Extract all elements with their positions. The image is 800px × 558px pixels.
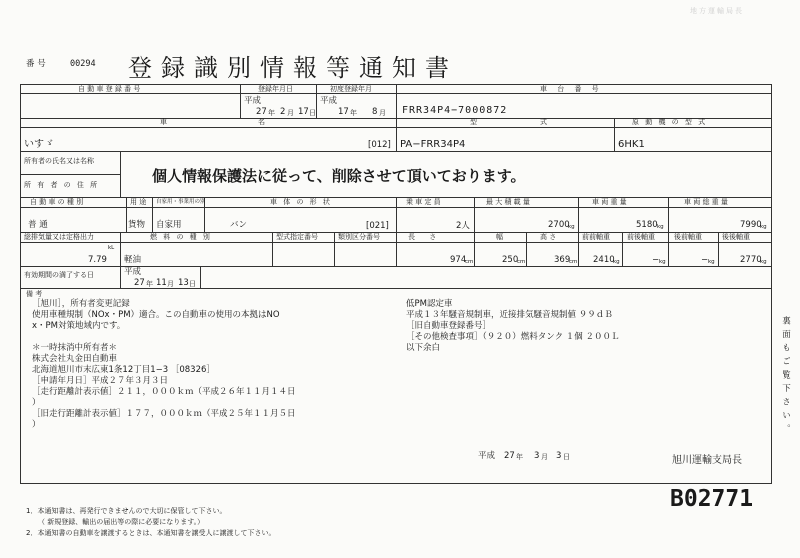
weight-value: 5180	[636, 220, 658, 230]
unit-month: 月	[379, 109, 386, 117]
chassis-value: FRR34P4−7000872	[402, 105, 508, 116]
divider	[526, 232, 527, 266]
length-label: 長 さ	[408, 233, 443, 241]
body-label: 車 体 の 形 状	[270, 198, 332, 206]
unit-year: 年	[268, 109, 275, 117]
divider	[240, 84, 241, 118]
fr-axle-value: −	[652, 255, 660, 265]
displacement-label: 総排気量又は定格出力	[24, 233, 94, 241]
fuel-value: 軽油	[124, 255, 142, 265]
shiki-label: 式	[540, 118, 547, 126]
issue-month: 3	[534, 451, 540, 461]
use-value: 貨物	[128, 220, 146, 230]
cm-unit: cm	[465, 259, 474, 265]
divider	[200, 266, 201, 288]
divider	[396, 197, 397, 232]
kind-label: 自 動 車 の 種 別	[30, 198, 84, 206]
expiry-year: 27	[134, 278, 145, 288]
type-code: [012]	[368, 140, 391, 150]
expiry-month: 11	[156, 278, 167, 288]
divider	[20, 288, 772, 289]
max-load-label: 最 大 積 載 量	[486, 198, 530, 206]
unit-month: 月	[287, 109, 294, 117]
remarks-line: 使用車種規制（NOx・PM）適合。この自動車の使用の本拠はNO	[32, 310, 280, 320]
divider	[396, 118, 397, 151]
cm-unit: cm	[517, 259, 526, 265]
first-era: 平成	[320, 96, 338, 106]
remarks-line: ）	[32, 420, 41, 430]
purpose-label: 自家用・事業用の別	[156, 199, 206, 205]
remarks-label: 備 考	[26, 290, 43, 298]
type-label: 型	[470, 118, 477, 126]
faint-stamp: 地方運輸局長	[690, 7, 744, 15]
reg-date-label: 登録年月日	[258, 85, 293, 93]
divider	[396, 84, 397, 118]
first-month: 8	[372, 107, 378, 117]
rf-axle-label: 後前軸重	[674, 233, 702, 241]
unit-year: 年	[350, 109, 357, 117]
width-value: 250	[502, 255, 519, 265]
owner-name-label: 所有者の氏名又は名称	[24, 157, 94, 165]
divider	[126, 197, 127, 232]
remarks-line: ［その他検査事項］（９２０）燃料タンク １個 ２００Ｌ	[406, 332, 620, 342]
kg-unit: kg	[659, 259, 666, 265]
unit-day: 日	[189, 280, 196, 288]
kg-unit: kg	[760, 259, 767, 265]
remarks-line: ）	[32, 398, 41, 408]
ff-axle-label: 前前軸重	[582, 233, 610, 241]
remarks-left	[32, 300, 392, 432]
issue-era: 平成	[478, 451, 496, 461]
expiry-label: 有効期間の満了する日	[24, 271, 94, 279]
reg-year: 27	[256, 107, 267, 117]
divider	[120, 232, 121, 288]
model-spec-label: 型式指定番号	[276, 233, 318, 241]
height-label: 高 さ	[540, 233, 557, 241]
rr-axle-label: 後後軸重	[722, 233, 750, 241]
footer-line: （ 新規登録、輸出の届出等の際に必要になります。）	[38, 518, 205, 526]
reg-era: 平成	[244, 96, 262, 106]
footer-line: 2．本通知書の自動車を譲渡するときは、本通知書を譲受人に譲渡して下さい。	[26, 529, 276, 537]
kg-unit: kg	[568, 224, 575, 230]
name-label: 名	[258, 118, 265, 126]
length-value: 974	[450, 255, 467, 265]
purpose-value: 自家用	[156, 220, 182, 230]
kg-unit: kg	[760, 224, 767, 230]
unit-month: 月	[541, 453, 548, 461]
remarks-line: 以下余白	[406, 343, 441, 353]
document-title: 登録識別情報等通知書	[128, 54, 458, 82]
divider	[120, 151, 121, 197]
first-reg-label: 初度登録年月	[330, 85, 372, 93]
divider	[272, 232, 273, 266]
unit-year: 年	[516, 453, 523, 461]
reg-month: 2	[280, 107, 286, 117]
number-label: 番 号	[26, 59, 46, 69]
divider	[578, 197, 579, 232]
capacity-label: 乗 車 定 員	[406, 198, 441, 206]
use-label: 用 途	[130, 198, 147, 206]
kg-unit: kg	[613, 259, 620, 265]
divider	[152, 197, 153, 232]
weight-label: 車 両 重 量	[592, 198, 627, 206]
engine-label: 原 動 機 の 型 式	[632, 118, 708, 126]
gross-label: 車 両 総 重 量	[684, 198, 728, 206]
ff-axle-value: 2410	[593, 255, 615, 265]
divider	[718, 232, 719, 266]
max-load-value: 2700	[548, 220, 570, 230]
privacy-notice: 個人情報保護法に従って、削除させて頂いております。	[152, 167, 526, 185]
reg-day: 17	[298, 107, 309, 117]
remarks-line: ［申請年月日］平成２７年３月３日	[32, 376, 169, 386]
unit-day: 日	[563, 453, 570, 461]
body-value: バン	[230, 220, 248, 230]
remarks-right	[406, 300, 766, 355]
remarks-line: ［走行距離計表示値］２１１，０００ｋｍ（平成２６年１１月１４日	[32, 387, 296, 397]
remarks-line: ［旧自動車登録番号］	[406, 321, 492, 331]
engine-value: 6HK1	[618, 139, 645, 150]
height-value: 369	[554, 255, 571, 265]
chassis-label: 車 台 番 号	[540, 85, 603, 93]
divider	[578, 232, 579, 266]
cm-unit: cm	[569, 259, 578, 265]
rr-axle-value: 2770	[740, 255, 762, 265]
divider	[334, 232, 335, 266]
gross-value: 7990	[740, 220, 762, 230]
unit-year: 年	[146, 280, 153, 288]
issue-year: 27	[504, 451, 515, 461]
car-label: 車	[160, 118, 167, 126]
first-year: 17	[338, 107, 349, 117]
divider	[20, 151, 772, 152]
number-value: 00294	[70, 59, 96, 69]
remarks-line: 平成１３年騒音規制車，近接排気騒音規制値 ９９ｄＢ	[406, 310, 613, 320]
divider	[668, 197, 669, 232]
divider	[316, 84, 317, 118]
owner-address-label: 所 有 者 の 住 所	[24, 181, 100, 189]
footer-line: 1．本通知書は、再発行できませんので大切に保管して下さい。	[26, 507, 227, 515]
issue-day: 3	[556, 451, 562, 461]
divider	[474, 232, 475, 266]
remarks-line: x・PM対策地域内です。	[32, 321, 126, 331]
width-label: 幅	[496, 233, 503, 241]
divider	[474, 197, 475, 232]
divider	[396, 232, 397, 266]
remarks-line: ＊一時抹消中所有者＊	[32, 343, 118, 353]
unit-month: 月	[167, 280, 174, 288]
footer-notes	[26, 508, 275, 541]
category-label: 類別区分番号	[338, 233, 380, 241]
expiry-era: 平成	[124, 267, 142, 277]
issuing-office: 旭川運輸支局長	[672, 455, 742, 466]
remarks-line: ［旧走行距離計表示値］１７７，０００ｋｍ（平成２５年１１月５日	[32, 409, 296, 419]
side-note: 裏面もご覧下さい。	[780, 316, 791, 438]
remarks-line: ［旭川］，所有者変更記録	[32, 299, 130, 309]
type-value: PA−FRR34P4	[400, 139, 466, 150]
divider	[622, 232, 623, 266]
displacement-unit: kL	[108, 245, 115, 251]
displacement-value: 7.79	[88, 255, 107, 265]
divider	[20, 174, 120, 175]
fuel-label: 燃 料 の 種 別	[150, 233, 212, 241]
divider	[668, 232, 669, 266]
remarks-line: 株式会社丸金田自動車	[32, 354, 118, 364]
reg-no-label: 自 動 車 登 録 番 号	[78, 85, 141, 93]
rf-axle-value: −	[701, 255, 709, 265]
fr-axle-label: 前後軸重	[627, 233, 655, 241]
remarks-line: 北海道旭川市末広東1条12丁目1−3 ［08326］	[32, 365, 215, 375]
capacity-value: 2人	[456, 221, 470, 231]
divider	[614, 118, 615, 151]
kg-unit: kg	[708, 259, 715, 265]
document-code: B02771	[670, 486, 754, 512]
make-value: いすゞ	[24, 139, 54, 150]
remarks-line: 低PM認定車	[406, 299, 453, 309]
kg-unit: kg	[657, 224, 664, 230]
unit-day: 日	[309, 109, 316, 117]
kind-value: 普 通	[28, 220, 48, 230]
expiry-day: 13	[178, 278, 189, 288]
body-code: [021]	[366, 221, 389, 231]
